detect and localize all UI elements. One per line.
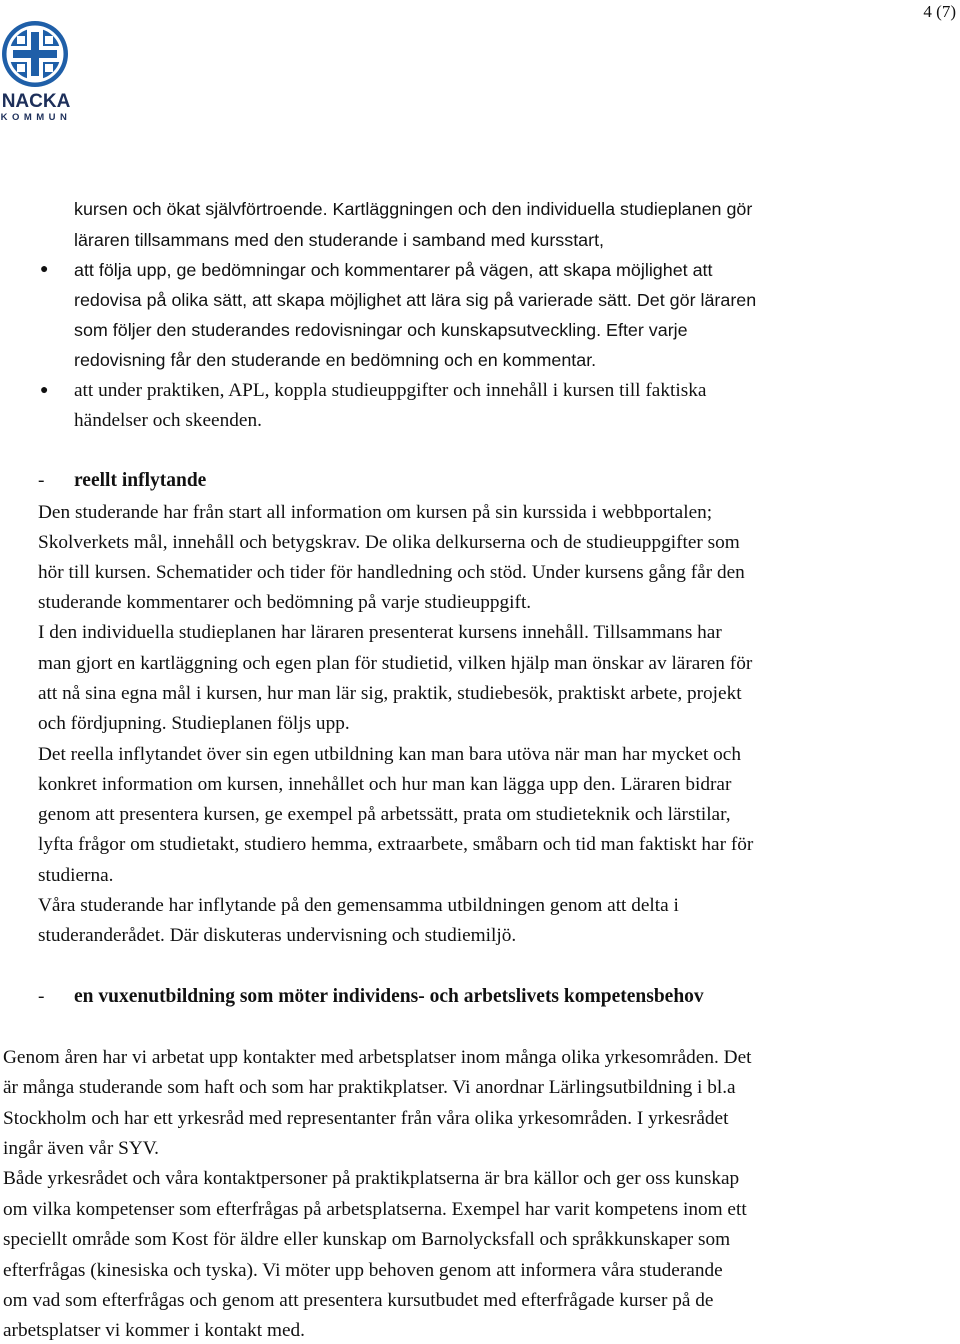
body-line: Den studerande har från start all information om kursen på sin kurssida i webbportalen;: [38, 502, 713, 523]
nacka-kommun-logo: [0, 20, 74, 123]
body-line: att nå sina egna mål i kursen, hur man lär sig, praktik, studiebesök, praktiskt arbete, projekt: [38, 683, 742, 704]
body-line: speciellt område som Kost för äldre eller kunskap om Barnolycksfall och språkkunskaper som: [3, 1229, 731, 1250]
section-heading: reellt inflytande: [74, 470, 207, 491]
body-line: hör till kursen. Schematider och tider för handledning och stöd. Under kursens gång får den: [38, 562, 745, 583]
page-number: 4 (7): [923, 2, 956, 21]
body-line: om vad som efterfrågas och genom att presentera kursutbudet med efterfrågade kurser på de: [3, 1290, 714, 1311]
body-line: studerande kommentarer och bedömning på varje studieuppgift.: [38, 592, 532, 613]
body-line: Skolverkets mål, innehåll och betygskrav. De olika delkurserna och de studieuppgifter som: [38, 532, 740, 553]
bullet-icon: ●: [40, 383, 49, 398]
body-line: arbetsplatser vi kommer i kontakt med.: [3, 1320, 305, 1341]
intro-line: läraren tillsammans med den studerande i samband med kursstart,: [74, 230, 605, 250]
intro-line: kursen och ökat självförtroende. Kartläggningen och den individuella studieplanen gör: [74, 199, 753, 219]
body-line: lyfta frågor om studietakt, studiero hemma, extraarbete, småbarn och tid man faktiskt har för: [38, 834, 754, 855]
body-line: studeranderådet. Där diskuteras undervisning och studiemiljö.: [38, 925, 517, 946]
body-line: Stockholm och har ett yrkesråd med representanter från våra olika yrkesområden. I yrkesrådet: [3, 1108, 729, 1129]
body-line: genom att presentera kursen, ge exempel på arbetssätt, prata om studieteknik och lärstilar,: [38, 804, 731, 825]
body-line: Både yrkesrådet och våra kontaktpersoner på praktikplatserna är bra källor och ger oss kunskap: [3, 1168, 740, 1189]
section-heading: en vuxenutbildning som möter individens- och arbetslivets kompetensbehov: [74, 986, 704, 1007]
body-line: man gjort en kartläggning och egen plan för studietid, vilken hjälp man önskar av läraren för: [38, 653, 753, 674]
body-line: konkret information om kursen, innehållet och hur man kan lägga upp den. Läraren bidrar: [38, 774, 732, 795]
bullet-line: att under praktiken, APL, koppla studieuppgifter och innehåll i kursen till faktiska: [74, 380, 707, 401]
body-line: Våra studerande har inflytande på den gemensamma utbildningen genom att delta i: [38, 895, 679, 916]
bullet-icon: ●: [40, 262, 49, 277]
section-dash: -: [38, 986, 45, 1007]
body-line: Det reella inflytandet över sin egen utbildning kan man bara utöva när man har mycket och: [38, 744, 741, 765]
logo-name: NACKA: [1, 91, 71, 112]
body-line: är många studerande som haft och som har praktikplatser. Vi anordnar Lärlingsutbildning i bl.a: [3, 1077, 736, 1098]
bullet-line: att följa upp, ge bedömningar och kommentarer på vägen, att skapa möjlighet att: [74, 260, 713, 280]
body-line: efterfrågas (kinesiska och tyska). Vi möter upp behoven genom att informera våra studerande: [3, 1260, 723, 1281]
bullet-line: redovisning får den studerande en bedömning och en kommentar.: [74, 350, 597, 370]
bullet-line: händelser och skeenden.: [74, 410, 262, 431]
section-dash: -: [38, 470, 45, 491]
body-line: ingår även vår SYV.: [3, 1138, 159, 1159]
body-line: studierna.: [38, 865, 114, 886]
bullet-line: redovisa på olika sätt, att skapa möjlighet att lära sig på varierade sätt. Det gör läraren: [74, 290, 757, 310]
body-line: och fördjupning. Studieplanen följs upp.: [38, 713, 350, 734]
body-line: Genom åren har vi arbetat upp kontakter med arbetsplatser inom många olika yrkesområden. Det: [3, 1047, 752, 1068]
bullet-line: som följer den studerandes redovisningar och kunskapsutveckling. Efter varje: [74, 320, 688, 340]
body-line: I den individuella studieplanen har läraren presenterat kursens innehåll. Tillsammans har: [38, 622, 722, 643]
logo-subtitle: KOMMUN: [0, 112, 72, 123]
body-line: om vilka kompetenser som efterfrågas på arbetsplatserna. Exempel har varit kompetens inom ett: [3, 1199, 747, 1220]
nacka-emblem-icon: [0, 20, 72, 92]
